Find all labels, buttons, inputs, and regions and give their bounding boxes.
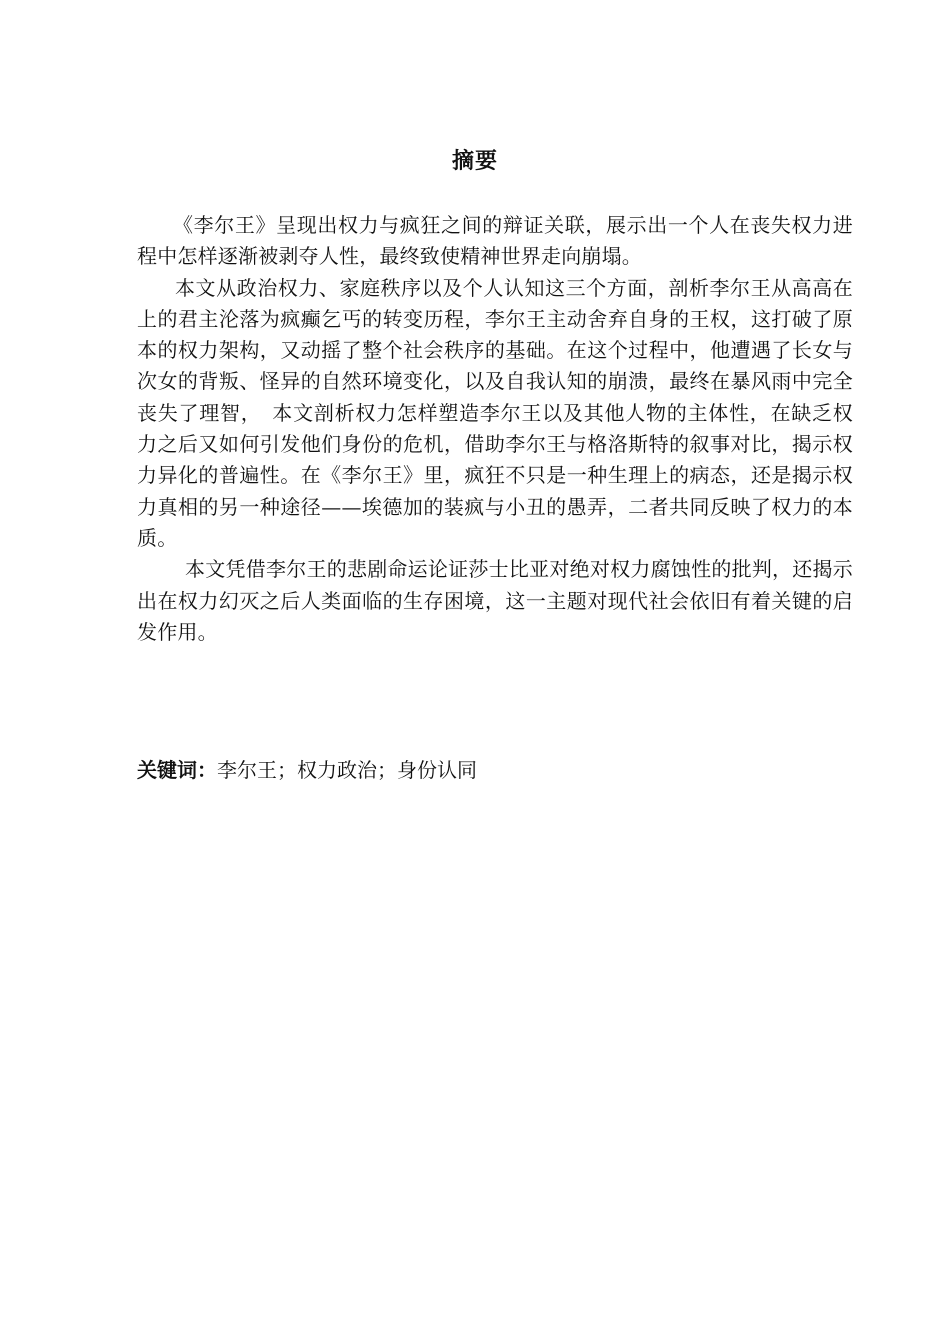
abstract-paragraph-3: 本文凭借李尔王的悲剧命运论证莎士比亚对绝对权力腐蚀性的批判，还揭示出在权力幻灭之后人类面临的生存困境，这一主题对现代社会依旧有着关键的启发作用。	[137, 557, 853, 644]
keywords-value: 李尔王；权力政治；身份认同	[217, 758, 477, 782]
keywords-line	[137, 755, 477, 785]
keywords-label: 关键词：	[137, 758, 217, 782]
abstract-paragraph-2: 本文从政治权力、家庭秩序以及个人认知这三个方面，剖析李尔王从高高在上的君主沦落为疯癫乞丐的转变历程，李尔王主动舍弃自身的王权，这打破了原本的权力架构，又动摇了整个社会秩序的基础。在这个过程中，他遭遇了长女与次女的背叛、怪异的自然环境变化，以及自我认知的崩溃，最终在暴风雨中完全丧失了理智， 本文剖析权力怎样塑造李尔王以及其他人物的主体性，在缺乏权力之后又如何引发他们身份的危机，借助李尔王与格洛斯特的叙事对比，揭示权力异化的普遍性。在《李尔王》里，疯狂不只是一种生理上的病态，还是揭示权力真相的另一种途径——埃德加的装疯与小丑的愚弄，二者共同反映了权力的本质。	[137, 275, 853, 550]
abstract-body	[137, 210, 853, 648]
abstract-paragraph-1: 《李尔王》呈现出权力与疯狂之间的辩证关联，展示出一个人在丧失权力进程中怎样逐渐被剥夺人性，最终致使精神世界走向崩塌。	[137, 213, 853, 269]
abstract-title: 摘要	[451, 149, 498, 174]
